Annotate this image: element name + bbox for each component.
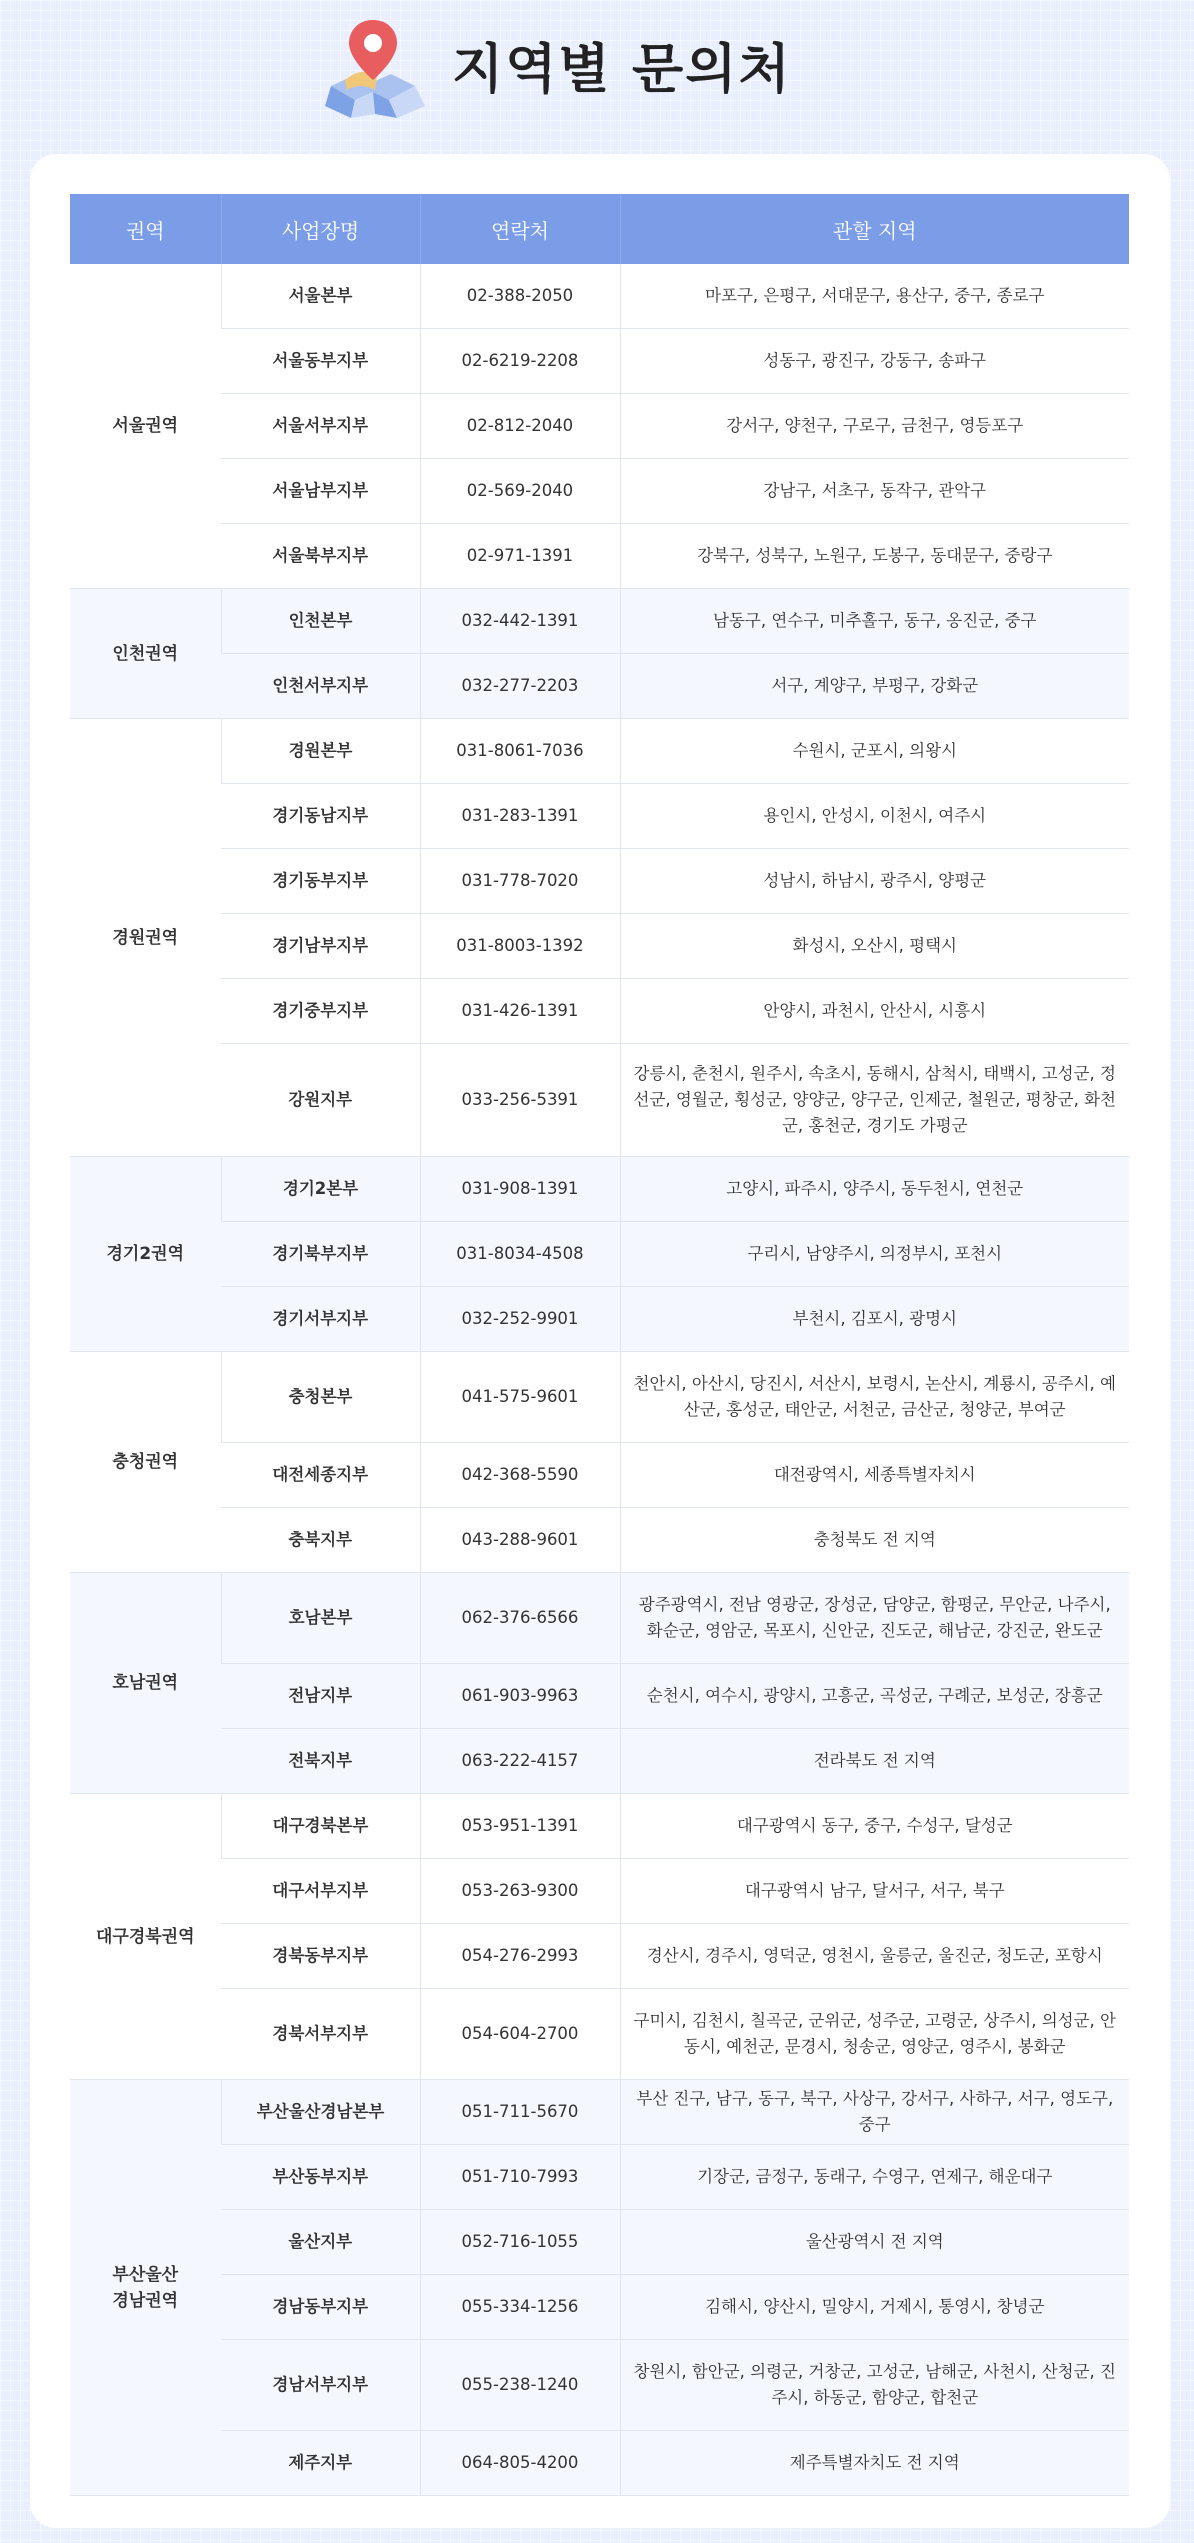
office-name-cell: 강원지부	[221, 1044, 420, 1157]
jurisdiction-cell: 화성시, 오산시, 평택시	[620, 914, 1129, 979]
region-cell: 부산울산 경남권역	[70, 2080, 221, 2496]
table-row	[70, 264, 1129, 329]
column-header-office: 사업장명	[221, 194, 420, 264]
office-name-cell: 경기남부지부	[221, 914, 420, 979]
table-row	[70, 2340, 1129, 2431]
table-row	[70, 1508, 1129, 1573]
office-name-cell: 서울남부지부	[221, 459, 420, 524]
office-name-cell: 서울서부지부	[221, 394, 420, 459]
jurisdiction-cell: 구리시, 남양주시, 의정부시, 포천시	[620, 1222, 1129, 1287]
jurisdiction-cell: 구미시, 김천시, 칠곡군, 군위군, 성주군, 고령군, 상주시, 의성군, 안동시, 예천군, 문경시, 청송군, 영양군, 영주시, 봉화군	[620, 1989, 1129, 2080]
page-header	[0, 18, 1194, 128]
table-row	[70, 2275, 1129, 2340]
office-name-cell: 경남동부지부	[221, 2275, 420, 2340]
jurisdiction-cell: 마포구, 은평구, 서대문구, 용산구, 중구, 종로구	[620, 264, 1129, 329]
table-row	[70, 1044, 1129, 1157]
office-name-cell: 경원본부	[221, 719, 420, 784]
phone-cell: 041-575-9601	[420, 1352, 620, 1443]
office-name-cell: 전남지부	[221, 1664, 420, 1729]
office-name-cell: 인천서부지부	[221, 654, 420, 719]
phone-cell: 031-908-1391	[420, 1157, 620, 1222]
phone-cell: 042-368-5590	[420, 1443, 620, 1508]
jurisdiction-cell: 김해시, 양산시, 밀양시, 거제시, 통영시, 창녕군	[620, 2275, 1129, 2340]
phone-cell: 02-388-2050	[420, 264, 620, 329]
phone-cell: 02-569-2040	[420, 459, 620, 524]
office-name-cell: 전북지부	[221, 1729, 420, 1794]
jurisdiction-cell: 성남시, 하남시, 광주시, 양평군	[620, 849, 1129, 914]
table-row	[70, 914, 1129, 979]
table-row	[70, 2145, 1129, 2210]
phone-cell: 043-288-9601	[420, 1508, 620, 1573]
table-row	[70, 2210, 1129, 2275]
contact-table	[70, 194, 1129, 2496]
phone-cell: 031-8034-4508	[420, 1222, 620, 1287]
office-name-cell: 경기북부지부	[221, 1222, 420, 1287]
phone-cell: 055-238-1240	[420, 2340, 620, 2431]
column-header-phone: 연락처	[420, 194, 620, 264]
region-cell: 대구경북권역	[70, 1794, 221, 2080]
phone-cell: 031-8061-7036	[420, 719, 620, 784]
office-name-cell: 충청본부	[221, 1352, 420, 1443]
jurisdiction-cell: 성동구, 광진구, 강동구, 송파구	[620, 329, 1129, 394]
phone-cell: 032-252-9901	[420, 1287, 620, 1352]
office-name-cell: 인천본부	[221, 589, 420, 654]
office-name-cell: 서울북부지부	[221, 524, 420, 589]
office-name-cell: 경기동남지부	[221, 784, 420, 849]
jurisdiction-cell: 수원시, 군포시, 의왕시	[620, 719, 1129, 784]
table-row	[70, 1729, 1129, 1794]
office-name-cell: 경남서부지부	[221, 2340, 420, 2431]
table-row	[70, 1352, 1129, 1443]
table-row	[70, 329, 1129, 394]
office-name-cell: 경기동부지부	[221, 849, 420, 914]
jurisdiction-cell: 대구광역시 남구, 달서구, 서구, 북구	[620, 1859, 1129, 1924]
table-row	[70, 1859, 1129, 1924]
office-name-cell: 경기2본부	[221, 1157, 420, 1222]
phone-cell: 032-442-1391	[420, 589, 620, 654]
jurisdiction-cell: 강서구, 양천구, 구로구, 금천구, 영등포구	[620, 394, 1129, 459]
office-name-cell: 경기중부지부	[221, 979, 420, 1044]
table-row	[70, 1989, 1129, 2080]
phone-cell: 054-604-2700	[420, 1989, 620, 2080]
region-cell: 인천권역	[70, 589, 221, 719]
region-cell: 경기2권역	[70, 1157, 221, 1352]
phone-cell: 02-812-2040	[420, 394, 620, 459]
table-row	[70, 1222, 1129, 1287]
table-row	[70, 849, 1129, 914]
table-row	[70, 1794, 1129, 1859]
table-row	[70, 1573, 1129, 1664]
office-name-cell: 제주지부	[221, 2431, 420, 2496]
jurisdiction-cell: 기장군, 금정구, 동래구, 수영구, 연제구, 해운대구	[620, 2145, 1129, 2210]
jurisdiction-cell: 부천시, 김포시, 광명시	[620, 1287, 1129, 1352]
office-name-cell: 대전세종지부	[221, 1443, 420, 1508]
table-row	[70, 1287, 1129, 1352]
jurisdiction-cell: 천안시, 아산시, 당진시, 서산시, 보령시, 논산시, 계룡시, 공주시, 예산군, 홍성군, 태안군, 서천군, 금산군, 청양군, 부여군	[620, 1352, 1129, 1443]
table-header-row	[70, 194, 1129, 264]
office-name-cell: 충북지부	[221, 1508, 420, 1573]
table-row	[70, 524, 1129, 589]
jurisdiction-cell: 창원시, 함안군, 의령군, 거창군, 고성군, 남해군, 사천시, 산청군, 진주시, 하동군, 함양군, 합천군	[620, 2340, 1129, 2431]
jurisdiction-cell: 대전광역시, 세종특별자치시	[620, 1443, 1129, 1508]
table-row	[70, 1157, 1129, 1222]
jurisdiction-cell: 대구광역시 동구, 중구, 수성구, 달성군	[620, 1794, 1129, 1859]
contact-card	[30, 154, 1170, 2528]
jurisdiction-cell: 남동구, 연수구, 미추홀구, 동구, 옹진군, 중구	[620, 589, 1129, 654]
phone-cell: 02-6219-2208	[420, 329, 620, 394]
table-row	[70, 979, 1129, 1044]
table-row	[70, 654, 1129, 719]
phone-cell: 063-222-4157	[420, 1729, 620, 1794]
phone-cell: 054-276-2993	[420, 1924, 620, 1989]
jurisdiction-cell: 강북구, 성북구, 노원구, 도봉구, 동대문구, 중랑구	[620, 524, 1129, 589]
table-row	[70, 1443, 1129, 1508]
table-row	[70, 589, 1129, 654]
jurisdiction-cell: 순천시, 여수시, 광양시, 고흥군, 곡성군, 구례군, 보성군, 장흥군	[620, 1664, 1129, 1729]
phone-cell: 031-283-1391	[420, 784, 620, 849]
phone-cell: 055-334-1256	[420, 2275, 620, 2340]
table-row	[70, 1664, 1129, 1729]
region-cell: 경원권역	[70, 719, 221, 1157]
map-pin-icon	[317, 18, 429, 118]
region-cell: 호남권역	[70, 1573, 221, 1794]
phone-cell: 062-376-6566	[420, 1573, 620, 1664]
jurisdiction-cell: 고양시, 파주시, 양주시, 동두천시, 연천군	[620, 1157, 1129, 1222]
office-name-cell: 호남본부	[221, 1573, 420, 1664]
table-row	[70, 719, 1129, 784]
jurisdiction-cell: 강릉시, 춘천시, 원주시, 속초시, 동해시, 삼척시, 태백시, 고성군, 정선군, 영월군, 횡성군, 양양군, 양구군, 인제군, 철원군, 평창군, 화천군, 홍천군, 경기도 가평군	[620, 1044, 1129, 1157]
jurisdiction-cell: 강남구, 서초구, 동작구, 관악구	[620, 459, 1129, 524]
jurisdiction-cell: 전라북도 전 지역	[620, 1729, 1129, 1794]
phone-cell: 052-716-1055	[420, 2210, 620, 2275]
jurisdiction-cell: 광주광역시, 전남 영광군, 장성군, 담양군, 함평군, 무안군, 나주시, 화순군, 영암군, 목포시, 신안군, 진도군, 해남군, 강진군, 완도군	[620, 1573, 1129, 1664]
phone-cell: 051-711-5670	[420, 2080, 620, 2145]
office-name-cell: 대구서부지부	[221, 1859, 420, 1924]
phone-cell: 053-951-1391	[420, 1794, 620, 1859]
phone-cell: 061-903-9963	[420, 1664, 620, 1729]
jurisdiction-cell: 제주특별자치도 전 지역	[620, 2431, 1129, 2496]
phone-cell: 032-277-2203	[420, 654, 620, 719]
office-name-cell: 경북서부지부	[221, 1989, 420, 2080]
jurisdiction-cell: 안양시, 과천시, 안산시, 시흥시	[620, 979, 1129, 1044]
office-name-cell: 경북동부지부	[221, 1924, 420, 1989]
table-row	[70, 1924, 1129, 1989]
region-cell: 충청권역	[70, 1352, 221, 1573]
table-row	[70, 784, 1129, 849]
office-name-cell: 경기서부지부	[221, 1287, 420, 1352]
office-name-cell: 대구경북본부	[221, 1794, 420, 1859]
jurisdiction-cell: 서구, 계양구, 부평구, 강화군	[620, 654, 1129, 719]
office-name-cell: 서울동부지부	[221, 329, 420, 394]
phone-cell: 051-710-7993	[420, 2145, 620, 2210]
office-name-cell: 서울본부	[221, 264, 420, 329]
jurisdiction-cell: 용인시, 안성시, 이천시, 여주시	[620, 784, 1129, 849]
office-name-cell: 울산지부	[221, 2210, 420, 2275]
phone-cell: 033-256-5391	[420, 1044, 620, 1157]
jurisdiction-cell: 충청북도 전 지역	[620, 1508, 1129, 1573]
jurisdiction-cell: 부산 진구, 남구, 동구, 북구, 사상구, 강서구, 사하구, 서구, 영도구, 중구	[620, 2080, 1129, 2145]
jurisdiction-cell: 경산시, 경주시, 영덕군, 영천시, 울릉군, 울진군, 청도군, 포항시	[620, 1924, 1129, 1989]
table-body	[70, 264, 1129, 2496]
table-row	[70, 459, 1129, 524]
phone-cell: 031-426-1391	[420, 979, 620, 1044]
table-row	[70, 2080, 1129, 2145]
office-name-cell: 부산울산경남본부	[221, 2080, 420, 2145]
page-title: 지역별 문의처	[452, 39, 792, 100]
phone-cell: 053-263-9300	[420, 1859, 620, 1924]
column-header-areas: 관할 지역	[620, 194, 1129, 264]
phone-cell: 064-805-4200	[420, 2431, 620, 2496]
table-row	[70, 2431, 1129, 2496]
region-cell: 서울권역	[70, 264, 221, 589]
table-row	[70, 394, 1129, 459]
phone-cell: 02-971-1391	[420, 524, 620, 589]
phone-cell: 031-8003-1392	[420, 914, 620, 979]
phone-cell: 031-778-7020	[420, 849, 620, 914]
column-header-region: 권역	[70, 194, 221, 264]
office-name-cell: 부산동부지부	[221, 2145, 420, 2210]
jurisdiction-cell: 울산광역시 전 지역	[620, 2210, 1129, 2275]
